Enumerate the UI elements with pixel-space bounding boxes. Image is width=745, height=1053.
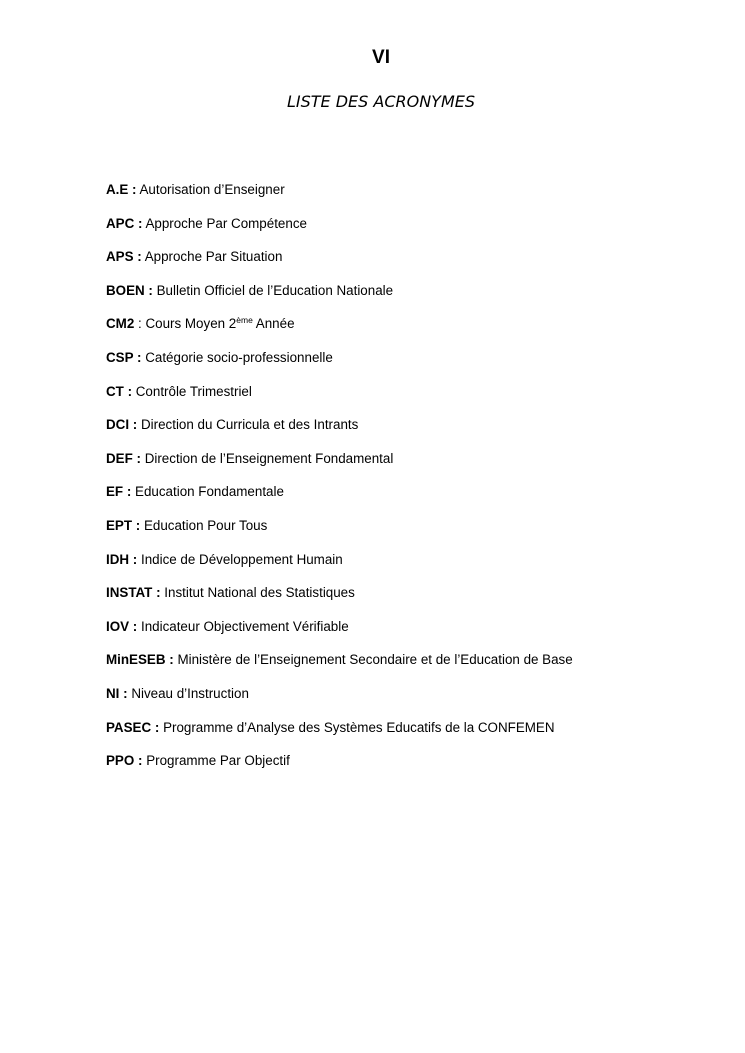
acronym-abbr: PASEC : bbox=[106, 719, 160, 735]
acronym-abbr: BOEN : bbox=[106, 282, 153, 298]
acronym-definition: Direction du Curricula et des Intrants bbox=[140, 417, 359, 433]
acronym-item-dci bbox=[106, 416, 726, 450]
acronym-definition-superscript: ème bbox=[236, 315, 253, 326]
acronym-item-ae bbox=[106, 181, 726, 215]
acronym-definition-pre: : Cours Moyen 2 bbox=[138, 316, 237, 332]
acronym-definition: Bulletin Officiel de l’Education Nationale bbox=[156, 282, 394, 298]
page-title: LISTE DES ACRONYMES bbox=[286, 92, 476, 111]
acronym-item-ppo bbox=[106, 752, 726, 786]
acronym-item-def bbox=[106, 450, 726, 484]
acronym-abbr: APS : bbox=[106, 249, 142, 265]
acronym-item-instat bbox=[106, 584, 726, 618]
acronym-definition: Education Pour Tous bbox=[143, 517, 268, 533]
acronym-definition: Contrôle Trimestriel bbox=[135, 383, 252, 399]
acronym-definition: Direction de l’Enseignement Fondamental bbox=[144, 450, 394, 466]
acronym-item-pasec bbox=[106, 719, 726, 753]
acronym-abbr: CT : bbox=[106, 383, 133, 399]
acronym-definition: Programme Par Objectif bbox=[146, 753, 290, 769]
acronym-abbr: APC : bbox=[106, 215, 143, 231]
acronym-item-boen bbox=[106, 282, 726, 316]
acronym-item-cm2 bbox=[106, 315, 726, 349]
acronym-definition: Institut National des Statistiques bbox=[164, 585, 355, 601]
acronym-item-aps bbox=[106, 248, 726, 282]
acronym-item-csp bbox=[106, 349, 726, 383]
acronym-item-ct bbox=[106, 383, 726, 417]
acronym-abbr: DEF : bbox=[106, 450, 141, 466]
acronym-item-mineseb bbox=[106, 651, 726, 685]
acronym-item-apc bbox=[106, 215, 726, 249]
acronym-abbr: CM2 bbox=[106, 316, 135, 332]
acronym-definition: Education Fondamentale bbox=[135, 484, 284, 500]
acronym-definition: Programme d’Analyse des Systèmes Educatifs de la CONFEMEN bbox=[163, 719, 555, 735]
acronym-definition: Autorisation d’Enseigner bbox=[139, 182, 285, 197]
acronym-item-idh bbox=[106, 551, 726, 585]
acronym-definition: Approche Par Compétence bbox=[145, 215, 307, 231]
acronym-definition: Indice de Développement Humain bbox=[140, 551, 343, 567]
acronym-definition: Catégorie socio-professionnelle bbox=[145, 349, 333, 365]
acronym-definition: Ministère de l’Enseignement Secondaire et de l’Education de Base bbox=[177, 652, 573, 668]
acronym-definition: Approche Par Situation bbox=[144, 249, 283, 265]
acronym-item-ni bbox=[106, 685, 726, 719]
acronym-definition: Niveau d’Instruction bbox=[131, 685, 249, 701]
acronym-abbr: MinESEB : bbox=[106, 652, 174, 668]
acronym-definition: Indicateur Objectivement Vérifiable bbox=[140, 618, 349, 634]
acronym-list bbox=[106, 181, 726, 786]
acronym-abbr: NI : bbox=[106, 685, 128, 701]
acronym-definition-post: Année bbox=[255, 316, 295, 332]
acronym-abbr: EPT : bbox=[106, 517, 141, 533]
acronym-item-iov bbox=[106, 618, 726, 652]
acronym-abbr: DCI : bbox=[106, 417, 138, 433]
acronym-item-ept bbox=[106, 517, 726, 551]
acronym-abbr: CSP : bbox=[106, 349, 142, 365]
acronym-abbr: PPO : bbox=[106, 753, 143, 769]
acronym-item-ef bbox=[106, 483, 726, 517]
page-number: VI bbox=[372, 47, 390, 68]
acronym-abbr: INSTAT : bbox=[106, 585, 161, 601]
acronym-abbr: IDH : bbox=[106, 551, 138, 567]
acronym-abbr: IOV : bbox=[106, 618, 138, 634]
acronym-abbr: EF : bbox=[106, 484, 132, 500]
acronym-abbr: A.E : bbox=[106, 182, 137, 197]
